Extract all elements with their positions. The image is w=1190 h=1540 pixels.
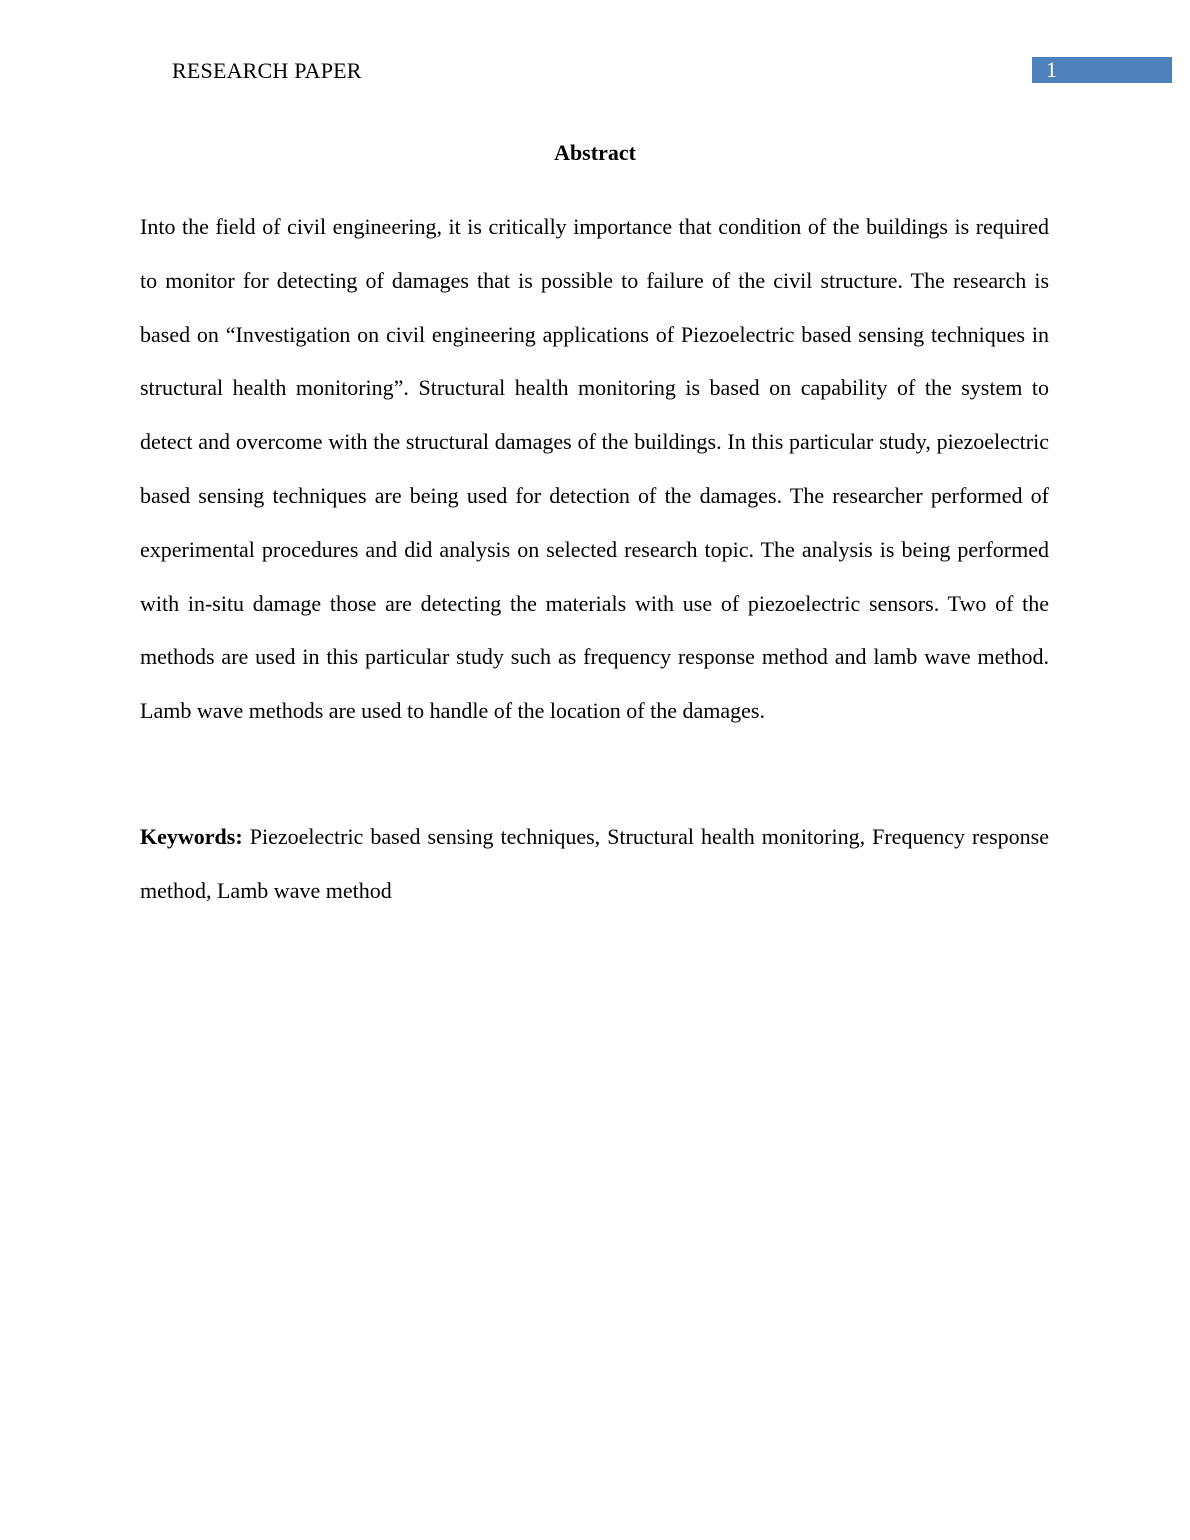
abstract-body: Into the field of civil engineering, it is critically importance that condition of the buildings is required to monitor for detecting of damages that is possible to failure of the civil structure. The research is based on “Investigation on civil engineering applications of Piezoelectric based sensing techniques in structural health monitoring”. Structural health monitoring is based on capability of the system to detect and overcome with the structural damages of the buildings. In this particular study, piezoelectric based sensing techniques are being used for detection of the damages. The researcher performed of experimental procedures and did analysis on selected research topic. The analysis is being performed with in-situ damage those are detecting the materials with use of piezoelectric sensors. Two of the methods are used in this particular study such as frequency response method and lamb wave method. Lamb wave methods are used to handle of the location of the damages. bbox=[140, 214, 1049, 724]
keywords-label: Keywords: bbox=[140, 824, 243, 849]
keywords-text: Piezoelectric based sensing techniques, Structural health monitoring, Frequency response method, Lamb wave method bbox=[140, 824, 1050, 903]
keywords-paragraph bbox=[140, 810, 1049, 918]
abstract-title: Abstract bbox=[554, 140, 636, 165]
page-number: 1 bbox=[1032, 57, 1172, 83]
running-head: RESEARCH PAPER bbox=[172, 58, 362, 83]
